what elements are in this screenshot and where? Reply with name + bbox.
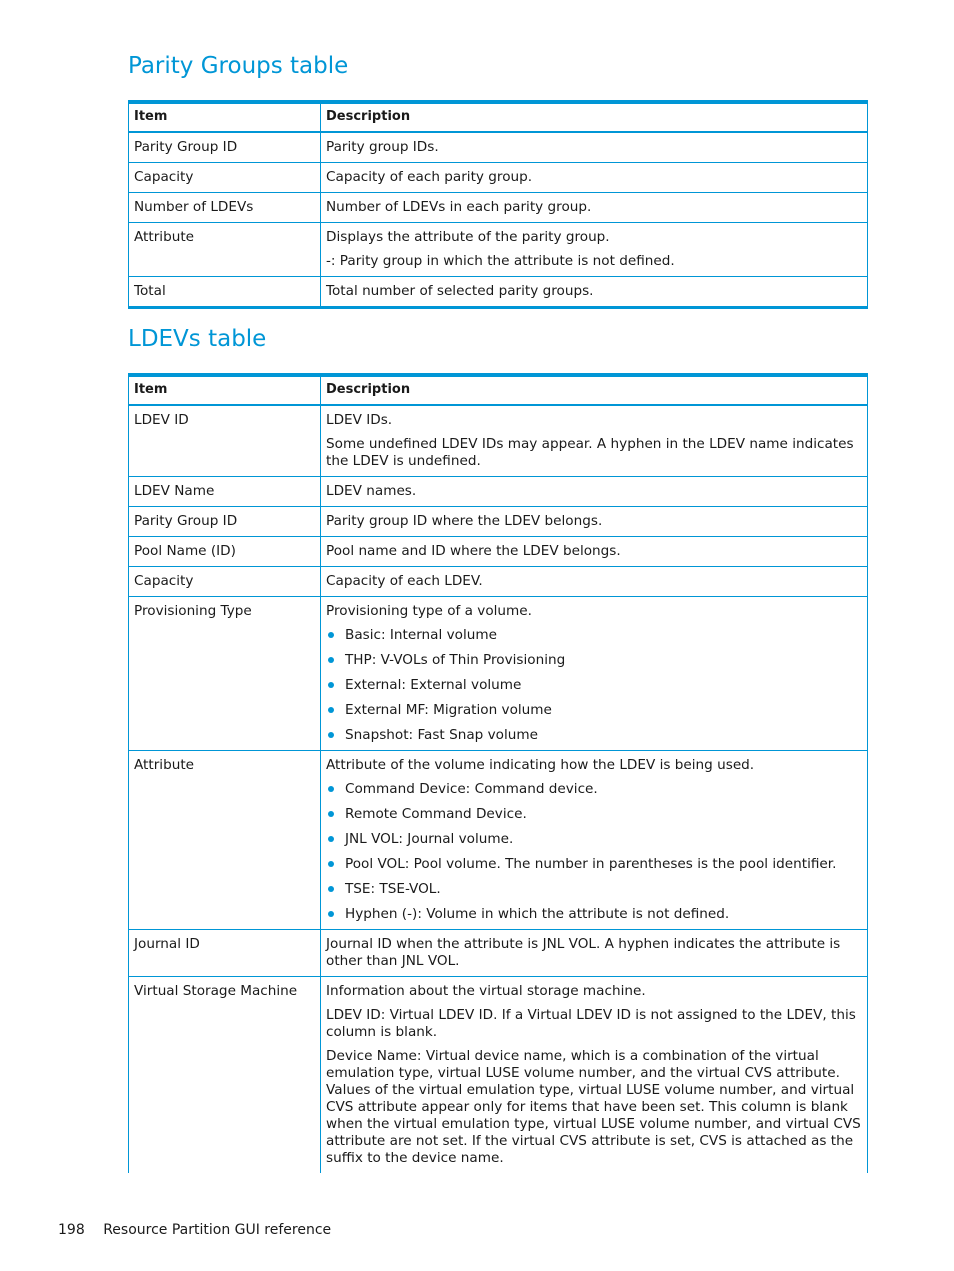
bullet-icon [328, 632, 334, 638]
bullet-icon [328, 732, 334, 738]
parity-groups-table [128, 100, 868, 309]
bullet-icon [328, 836, 334, 842]
row-description [321, 193, 868, 223]
bullet-text: Pool VOL: Pool volume. The number in parentheses is the pool identifier. [345, 855, 837, 872]
bullet-text: External: External volume [345, 677, 522, 694]
row-description [321, 163, 868, 193]
row-item: Capacity [129, 163, 321, 193]
description-text: -: Parity group in which the attribute is not defined. [326, 253, 675, 270]
bullet-icon [328, 786, 334, 792]
row-item: Attribute [129, 751, 321, 930]
row-description [321, 567, 868, 597]
bullet-text: Snapshot: Fast Snap volume [345, 727, 538, 744]
ldevs-table [128, 373, 868, 1173]
list-item [326, 906, 862, 923]
bullet-text: TSE: TSE-VOL. [345, 880, 441, 897]
row-description [321, 537, 868, 567]
table-row [129, 929, 868, 976]
row-item: Parity Group ID [129, 132, 321, 162]
bullet-icon [328, 707, 334, 713]
row-item: Capacity [129, 567, 321, 597]
description-text: Provisioning type of a volume. [326, 603, 532, 620]
row-description [321, 405, 868, 476]
bullet-text: Command Device: Command device. [345, 781, 598, 798]
description-text: Pool name and ID where the LDEV belongs. [326, 543, 621, 560]
row-item: Total [129, 277, 321, 308]
row-item: Provisioning Type [129, 597, 321, 751]
bullet-text: Remote Command Device. [345, 806, 527, 823]
table-row [129, 223, 868, 277]
table-row [129, 477, 868, 507]
row-item: Pool Name (ID) [129, 537, 321, 567]
row-description [321, 507, 868, 537]
row-description [321, 132, 868, 162]
row-description [321, 597, 868, 751]
bullet-icon [328, 682, 334, 688]
description-text: Information about the virtual storage machine. [326, 982, 646, 999]
page-number: 198 [58, 1222, 85, 1238]
bullet-list [326, 627, 862, 744]
description-text: Parity group IDs. [326, 139, 439, 156]
row-item: LDEV ID [129, 405, 321, 476]
header-description: Description [321, 375, 868, 405]
header-item: Item [129, 102, 321, 132]
bullet-icon [328, 886, 334, 892]
list-item [326, 727, 862, 744]
description-text: Capacity of each LDEV. [326, 573, 483, 590]
row-description [321, 929, 868, 976]
ldevs-table-body [129, 405, 868, 1173]
row-item: Parity Group ID [129, 507, 321, 537]
bullet-list [326, 781, 862, 923]
description-text: Number of LDEVs in each parity group. [326, 199, 592, 216]
table-row [129, 537, 868, 567]
description-text: Some undefined LDEV IDs may appear. A hyphen in the LDEV name indicates the LDEV is undefined. [326, 436, 854, 470]
table-row [129, 976, 868, 1172]
bullet-icon [328, 861, 334, 867]
footer-section-title: Resource Partition GUI reference [103, 1222, 332, 1238]
bullet-text: THP: V-VOLs of Thin Provisioning [345, 652, 566, 669]
table-row [129, 405, 868, 476]
list-item [326, 627, 862, 644]
description-text: Total number of selected parity groups. [326, 283, 594, 300]
table-header-row [129, 375, 868, 405]
list-item [326, 881, 862, 898]
table-row [129, 132, 868, 162]
row-item: Attribute [129, 223, 321, 277]
row-description [321, 477, 868, 507]
description-text: Displays the attribute of the parity group. [326, 229, 610, 246]
description-text: LDEV names. [326, 483, 417, 500]
table-row [129, 277, 868, 308]
parity-groups-heading: Parity Groups table [128, 53, 349, 79]
table-row [129, 567, 868, 597]
bullet-text: External MF: Migration volume [345, 702, 552, 719]
list-item [326, 702, 862, 719]
table-row [129, 751, 868, 930]
list-item [326, 806, 862, 823]
row-description [321, 277, 868, 308]
table-row [129, 193, 868, 223]
row-description [321, 751, 868, 930]
list-item [326, 831, 862, 848]
row-description [321, 976, 868, 1172]
list-item [326, 856, 862, 873]
description-text: Capacity of each parity group. [326, 169, 533, 186]
row-item: Virtual Storage Machine [129, 976, 321, 1172]
row-item: LDEV Name [129, 477, 321, 507]
ldevs-heading: LDEVs table [128, 326, 267, 352]
row-item: Number of LDEVs [129, 193, 321, 223]
page-footer [58, 1222, 331, 1240]
bullet-text: JNL VOL: Journal volume. [345, 831, 514, 847]
description-text: Device Name: Virtual device name, which is a combination of the virtual emulation type, virtual LUSE volume number, and the virtual CVS attribute. Values of the virtual emulation type, virtual LUSE volume number, and virtual CVS attribute appear only for items that have been set. This column is blank when the virtual emulation type, virtual LUSE volume number, and virtual CVS attribute are not set. If the virtual CVS attribute is set, CVS is attached as the suffix to the device name. [326, 1047, 861, 1166]
description-text: Attribute of the volume indicating how the LDEV is being used. [326, 757, 755, 774]
list-item [326, 677, 862, 694]
table-row [129, 507, 868, 537]
header-description: Description [321, 102, 868, 132]
description-text: LDEV ID: Virtual LDEV ID. If a Virtual LDEV ID is not assigned to the LDEV, this column is blank. [326, 1006, 856, 1040]
bullet-icon [328, 911, 334, 917]
list-item [326, 781, 862, 798]
header-item: Item [129, 375, 321, 405]
description-text: LDEV IDs. [326, 412, 393, 429]
bullet-icon [328, 811, 334, 817]
description-text: Parity group ID where the LDEV belongs. [326, 513, 603, 530]
bullet-text: Hyphen (-): Volume in which the attribute is not defined. [345, 905, 730, 922]
table-row [129, 597, 868, 751]
parity-groups-table-body [129, 132, 868, 307]
table-header-row [129, 102, 868, 132]
table-row [129, 163, 868, 193]
row-item: Journal ID [129, 929, 321, 976]
description-text: Journal ID when the attribute is JNL VOL. A hyphen indicates the attribute is other than JNL VOL. [326, 935, 841, 969]
bullet-icon [328, 657, 334, 663]
bullet-text: Basic: Internal volume [345, 627, 497, 644]
list-item [326, 652, 862, 669]
row-description [321, 223, 868, 277]
